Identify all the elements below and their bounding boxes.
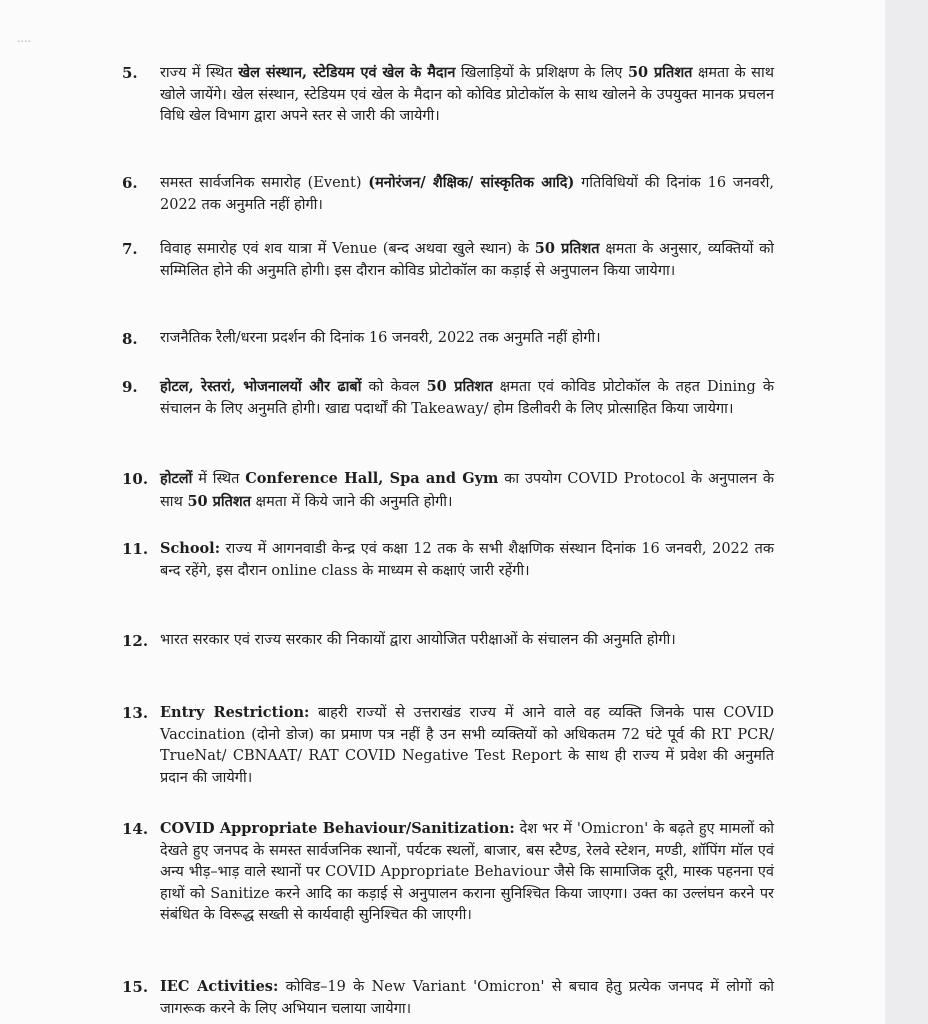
text-segment: समस्त सार्वजनिक समारोह (Event) bbox=[160, 175, 369, 191]
item-number: 9. bbox=[122, 378, 138, 396]
bold-text-segment: 50 प्रतिशत bbox=[426, 378, 493, 395]
list-item-5 bbox=[122, 62, 774, 128]
list-item-11 bbox=[122, 538, 774, 582]
list-item-13 bbox=[122, 702, 774, 789]
text-segment: का उपयोग COVID Protocol के अनुपालन के साथ bbox=[160, 471, 774, 510]
bold-text-segment: होटलों bbox=[160, 470, 193, 487]
bold-text-segment: Entry Restriction: bbox=[160, 704, 310, 721]
text-segment: राज्य में स्थित bbox=[160, 65, 239, 81]
bold-text-segment: COVID Appropriate Behaviour/Sanitization: bbox=[160, 820, 515, 837]
item-text bbox=[160, 468, 774, 513]
text-segment: राज्य में आगनवाडी केन्द्र एवं कक्षा 12 तक के सभी शैक्षणिक संस्थान दिनांक 16 जनवरी, 2022 तक बन्द रहेंगे, इस दौरान online class के माध्यम से कक्षाएं जारी रहेंगी। bbox=[160, 541, 774, 579]
text-segment: भारत सरकार एवं राज्य सरकार की निकायों द्वारा आयोजित परीक्षाओं के संचालन की अनुमति होगी। bbox=[160, 632, 676, 648]
item-text bbox=[160, 630, 774, 652]
list-item-12 bbox=[122, 630, 774, 652]
bold-text-segment: (मनोरंजन/ शैक्षिक/ सांस्कृतिक आदि) bbox=[368, 174, 575, 191]
list-item-15 bbox=[122, 976, 774, 1020]
text-segment: क्षमता के साथ खोले जायेंगे। खेल संस्थान, स्टेडियम एवं खेल के मैदान को कोविड प्रोटोकॉल के साथ खोलने के उपयुक्त मानक प्रचलन विधि खेल विभाग द्वारा अपने स्तर से जारी की जायेगी। bbox=[160, 65, 774, 124]
text-segment: क्षमता एवं कोविड प्रोटोकॉल के तहत Dining के संचालन के लिए अनुमति होगी। खाद्य पदार्थों की Takeaway/ होम डिलीवरी के लिए प्रोत्साहित किया जायेगा। bbox=[160, 379, 775, 417]
list-item-8 bbox=[122, 328, 774, 350]
text-segment: को केवल bbox=[361, 379, 427, 395]
list-item-14 bbox=[122, 818, 774, 927]
viewer-side-margin bbox=[885, 0, 928, 1024]
item-text bbox=[160, 818, 774, 927]
item-text bbox=[160, 62, 774, 128]
list-item-7 bbox=[122, 238, 774, 282]
text-segment: कोविड–19 के New Variant 'Omicron' से बचाव हेतु प्रत्येक जनपद में लोगों को जागरूक करने के लिए अभियान चलाया जायेगा। bbox=[160, 979, 774, 1017]
item-text bbox=[160, 702, 774, 789]
text-segment: विवाह समारोह एवं शव यात्रा में Venue (बन्द अथवा खुले स्थान) के bbox=[160, 241, 535, 257]
bold-text-segment: 50 प्रतिशत bbox=[627, 64, 693, 81]
item-number: 7. bbox=[122, 240, 138, 258]
item-number: 11. bbox=[122, 540, 149, 558]
item-text bbox=[160, 376, 774, 420]
text-segment: बाहरी राज्यों से उत्तराखंड राज्य में आने वाले वह व्यक्ति जिनके पास COVID Vaccination (दोनो डोज) का प्रमाण पत्र नहीं है उन सभी व्यक्तियों को अधिकतम 72 घंटे पूर्व की RT PCR/ TrueNat/ CBNAAT/ RAT COVID Negative Test Report के साथ ही राज्य में प्रवेश की अनुमति प्रदान की जायेगी। bbox=[160, 705, 774, 786]
item-text bbox=[160, 538, 774, 582]
item-number: 6. bbox=[122, 174, 138, 192]
item-number: 14. bbox=[122, 820, 149, 838]
text-segment: क्षमता में किये जाने की अनुमति होगी। bbox=[251, 493, 453, 510]
text-segment: राजनैतिक रैली/धरना प्रदर्शन की दिनांक 16 जनवरी, 2022 तक अनुमति नहीं होगी। bbox=[160, 330, 601, 346]
bold-text-segment: IEC Activities: bbox=[160, 978, 279, 995]
list-item-10 bbox=[122, 468, 774, 513]
text-segment: देश भर में 'Omicron' के बढ़ते हुए मामलों को देखते हुए जनपद के समस्त सार्वजनिक स्थानों, पर्यटक स्थलों, बाजार, बस स्टैण्ड, रेलवे स्टेशन, मण्डी, शॉपिंग मॉल एवं अन्य भीड़–भाड़ वाले स्थानों पर COVID Appropriate Behaviour जैसे कि सामाजिक दूरी, मास्क पहनना एवं हाथों को Sanitize करने आदि का कड़ाई से अनुपालन कराना सुनिश्चित किया जाएगा। उक्त का उल्लंघन करने पर संबंधित के विरूद्ध सख्ती से कार्यवाही सुनिश्चित की जाएगी। bbox=[160, 821, 775, 923]
text-segment: क्षमता के अनुसार, व्यक्तियों को सम्मिलित होने की अनुमति होगी। इस दौरान कोविड प्रोटोकॉल का कड़ाई से अनुपालन किया जायेगा। bbox=[160, 241, 775, 279]
item-number: 5. bbox=[122, 64, 138, 82]
item-number: 15. bbox=[122, 978, 149, 996]
item-text bbox=[160, 328, 774, 350]
item-number: 8. bbox=[122, 330, 138, 348]
bold-text-segment: 50 प्रतिशत bbox=[187, 492, 252, 510]
bold-text-segment: होटल, रेस्तरां, भोजनालयों और ढाबों bbox=[160, 378, 362, 395]
bold-text-segment: 50 प्रतिशत bbox=[534, 240, 600, 257]
item-text bbox=[160, 172, 774, 216]
bold-text-segment: School: bbox=[160, 540, 221, 557]
item-text bbox=[160, 976, 774, 1020]
text-segment: गतिविधियों की दिनांक 16 जनवरी, 2022 तक अनुमति नहीं होगी। bbox=[160, 175, 774, 213]
list-item-6 bbox=[122, 172, 774, 216]
scan-mark-icon: ᠁ bbox=[14, 35, 31, 51]
bold-text-segment: खेल संस्थान, स्टेडियम एवं खेल के मैदान bbox=[238, 64, 456, 81]
text-segment: खिलाड़ियों के प्रशिक्षण के लिए bbox=[455, 65, 628, 81]
list-item-9 bbox=[122, 376, 774, 420]
text-segment: में स्थित bbox=[192, 471, 246, 487]
item-number: 13. bbox=[122, 704, 149, 722]
bold-text-segment: Conference Hall, Spa and Gym bbox=[245, 470, 499, 487]
item-number: 12. bbox=[122, 632, 149, 650]
item-number: 10. bbox=[122, 470, 149, 488]
item-text bbox=[160, 238, 774, 282]
